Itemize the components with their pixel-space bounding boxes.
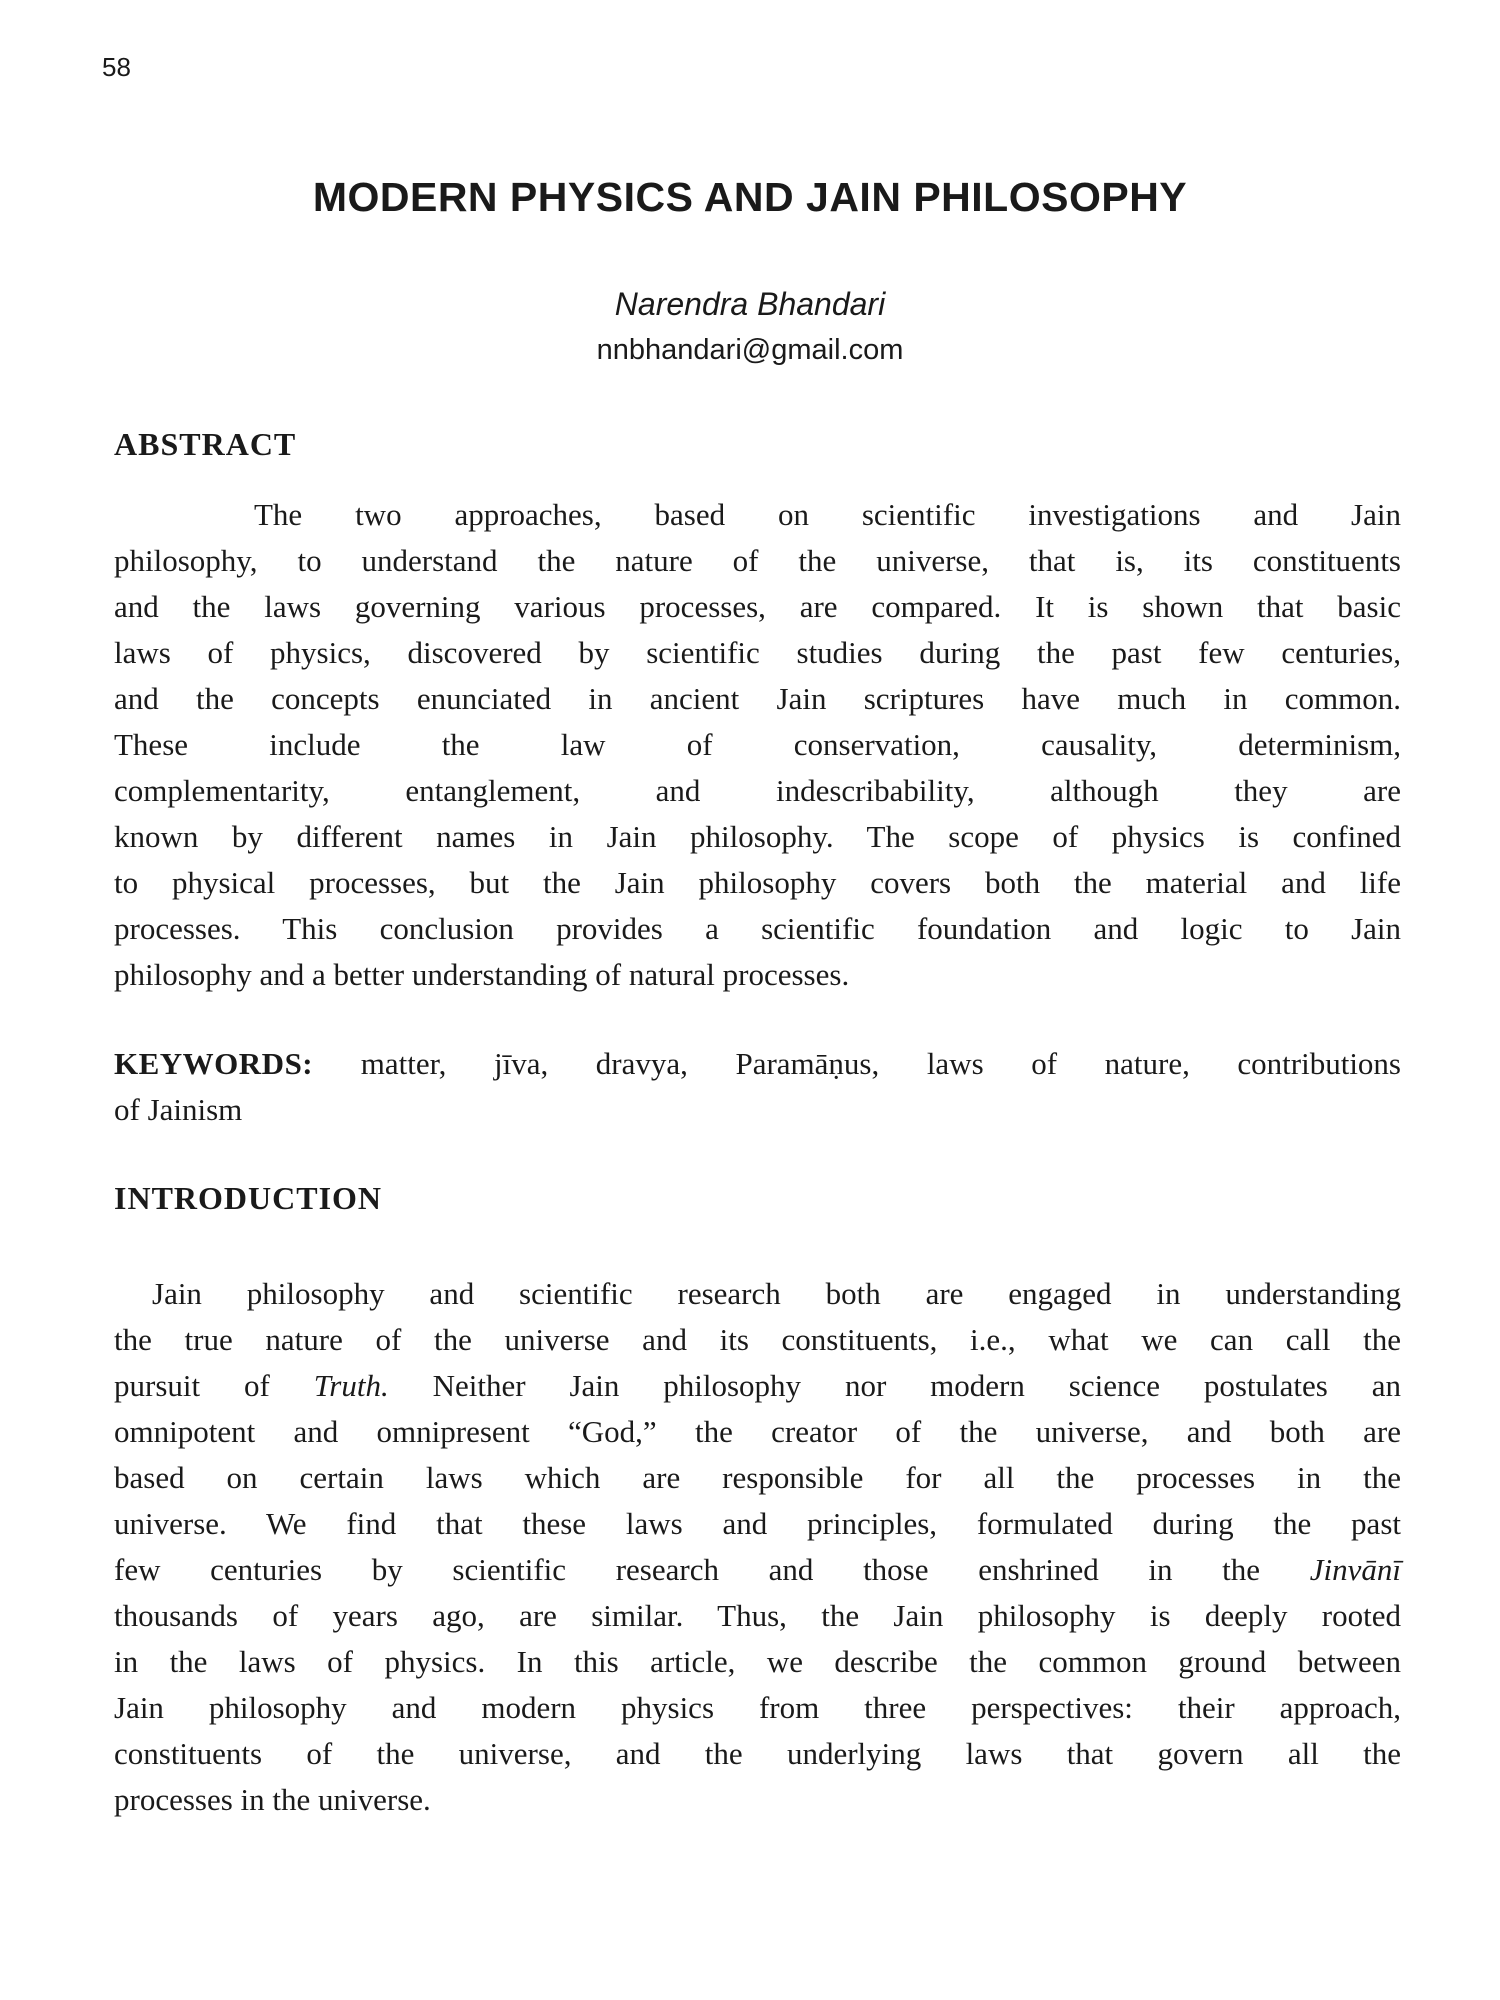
author-email[interactable]: nnbhandari@gmail.com	[596, 334, 904, 366]
paragraph-line: Jain philosophy and modern physics from three perspectives: their approach,	[114, 1690, 1401, 1725]
paragraph-line: in the laws of physics. In this article, we describe the common ground between	[114, 1644, 1401, 1679]
paragraph-line: These include the law of conservation, causality, determinism,	[114, 727, 1401, 762]
paragraph-line: complementarity, entanglement, and indescribability, although they are	[114, 773, 1401, 808]
keywords-label: KEYWORDS:	[114, 1046, 314, 1081]
introduction-paragraph	[114, 1271, 1401, 1823]
paragraph-line: universe. We find that these laws and principles, formulated during the past	[114, 1506, 1401, 1541]
paragraph-line: Jain philosophy and scientific research both are engaged in understanding	[152, 1276, 1401, 1311]
paragraph-line: constituents of the universe, and the underlying laws that govern all the	[114, 1736, 1401, 1771]
paragraph-line	[114, 1547, 1401, 1593]
paragraph-line: the true nature of the universe and its constituents, i.e., what we can call the	[114, 1322, 1401, 1357]
paragraph-line: based on certain laws which are responsible for all the processes in the	[114, 1460, 1401, 1495]
text-run: Neither Jain philosophy nor modern science postulates an	[388, 1368, 1401, 1403]
introduction-heading: INTRODUCTION	[114, 1180, 383, 1216]
italic-term: Truth.	[313, 1368, 389, 1403]
paragraph-line: to physical processes, but the Jain philosophy covers both the material and life	[114, 865, 1401, 900]
paragraph-line: and the laws governing various processes, are compared. It is shown that basic	[114, 589, 1401, 624]
paragraph-line: omnipotent and omnipresent “God,” the creator of the universe, and both are	[114, 1414, 1401, 1449]
text-run: few centuries by scientific research and those enshrined in the	[114, 1552, 1310, 1587]
paragraph-line: laws of physics, discovered by scientific studies during the past few centuries,	[114, 635, 1401, 670]
paragraph-line: and the concepts enunciated in ancient Jain scriptures have much in common.	[114, 681, 1401, 716]
paragraph-line	[114, 1363, 1401, 1409]
article-title: MODERN PHYSICS AND JAIN PHILOSOPHY	[312, 174, 1188, 220]
paragraph-line: thousands of years ago, are similar. Thus, the Jain philosophy is deeply rooted	[114, 1598, 1401, 1633]
keywords-list-cont: of Jainism	[114, 1092, 243, 1127]
paragraph-line: philosophy and a better understanding of natural processes.	[114, 957, 850, 992]
paragraph-line: known by different names in Jain philosophy. The scope of physics is confined	[114, 819, 1401, 854]
paragraph-line: philosophy, to understand the nature of the universe, that is, its constituents	[114, 543, 1401, 578]
abstract-paragraph	[114, 492, 1401, 998]
text-run: pursuit of	[114, 1368, 314, 1403]
keywords-list: matter, jīva, dravya, Paramāṇus, laws of nature, contributions	[360, 1046, 1401, 1081]
paragraph-line: The two approaches, based on scientific investigations and Jain	[254, 497, 1401, 532]
author-name: Narendra Bhandari	[614, 286, 886, 322]
paragraph-line: processes in the universe.	[114, 1782, 431, 1817]
italic-term: Jinvānī	[1309, 1552, 1401, 1587]
page-number: 58	[102, 52, 131, 82]
abstract-heading: ABSTRACT	[114, 426, 297, 462]
keywords	[114, 1041, 1401, 1133]
paragraph-line: processes. This conclusion provides a scientific foundation and logic to Jain	[114, 911, 1401, 946]
